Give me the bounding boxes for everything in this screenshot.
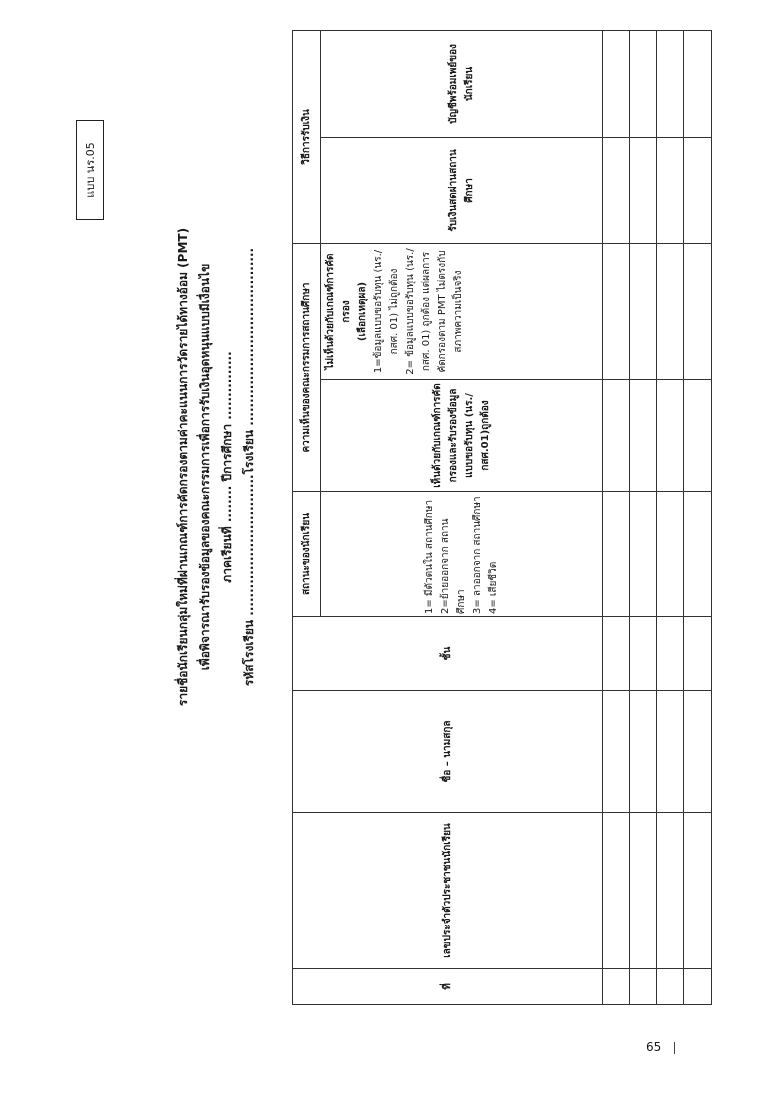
document-title [172, 177, 260, 757]
status-opt-3: 3= ลาออกจาก สถานศึกษา [471, 496, 483, 614]
title-line-3: ภาคเรียนที่ ........ ปีการศึกษา ............... [220, 351, 234, 583]
disagree-title: ไม่เห็นด้วยกับเกณฑ์การคัดกรอง [325, 253, 352, 370]
header-citizen-id: เลขประจำตัวประชาชนนักเรียน [293, 813, 603, 969]
header-committee: ความเห็นของคณะกรรมการสถานศึกษา [293, 243, 321, 491]
status-opt-2: 2=ย้ายออกจาก สถานศึกษา [439, 518, 467, 614]
disagree-note: (เลือกเหตุผล) [357, 281, 368, 342]
form-code-box [76, 120, 104, 220]
header-payment: วิธีการรับเงิน [293, 30, 321, 243]
table-row [657, 30, 684, 1004]
status-options [321, 492, 603, 617]
student-table [292, 30, 712, 1005]
header-grade: ชั้น [293, 617, 603, 691]
pay-school: รับเงินสดผ่านสถานศึกษา [321, 137, 603, 243]
form-code: แบบ นร.05 [84, 142, 97, 198]
title-line-1: รายชื่อนักเรียนกลุ่มใหม่ที่ผ่านเกณฑ์การคัดกรองตามค่าคะแนนการวัดรายได้ทางอ้อม (PMT) [176, 227, 190, 707]
header-no: ที่ [293, 969, 603, 1005]
table-row [603, 30, 630, 1004]
table-row [684, 30, 712, 1004]
page-number: 65 [646, 1040, 662, 1054]
header-status: สถานะของนักเรียน [293, 492, 321, 617]
header-name: ชื่อ – นามสกุล [293, 691, 603, 813]
committee-agree: เห็นด้วยกับเกณฑ์การคัดกรองและรับรองข้อมูลแบบขอรับทุน (นร./กสศ.01)ถูกต้อง [321, 380, 603, 492]
title-line-4: รหัสโรงเรียน ...............................โรงเรียน ....................................... [242, 247, 256, 687]
committee-disagree [321, 243, 603, 379]
title-line-2: เพื่อพิจารณารับรองข้อมูลของคณะกรรมการเพื่อการรับเงินอุดหนุนแบบมีเงื่อนไข [198, 263, 212, 671]
disagree-opt-1: 1=ข้อมูลแบบขอรับทุน (นร./กสศ. 01) ไม่ถูกต้อง [373, 249, 400, 374]
pay-bank: บัญชีพร้อมเพย์ของนักเรียน [321, 30, 603, 137]
table-row [630, 30, 657, 1004]
status-opt-1: 1= มีตัวตนใน สถานศึกษา [423, 499, 435, 614]
disagree-opt-2: 2= ข้อมูลแบบขอรับทุน (นร./กสศ. 01) ถูกต้อง แต่ผลการคัดกรองตาม PMT ไม่ตรงกับสภาพความเป็นจริง [405, 248, 464, 375]
status-opt-4: 4= เสียชีวิต [487, 561, 499, 614]
